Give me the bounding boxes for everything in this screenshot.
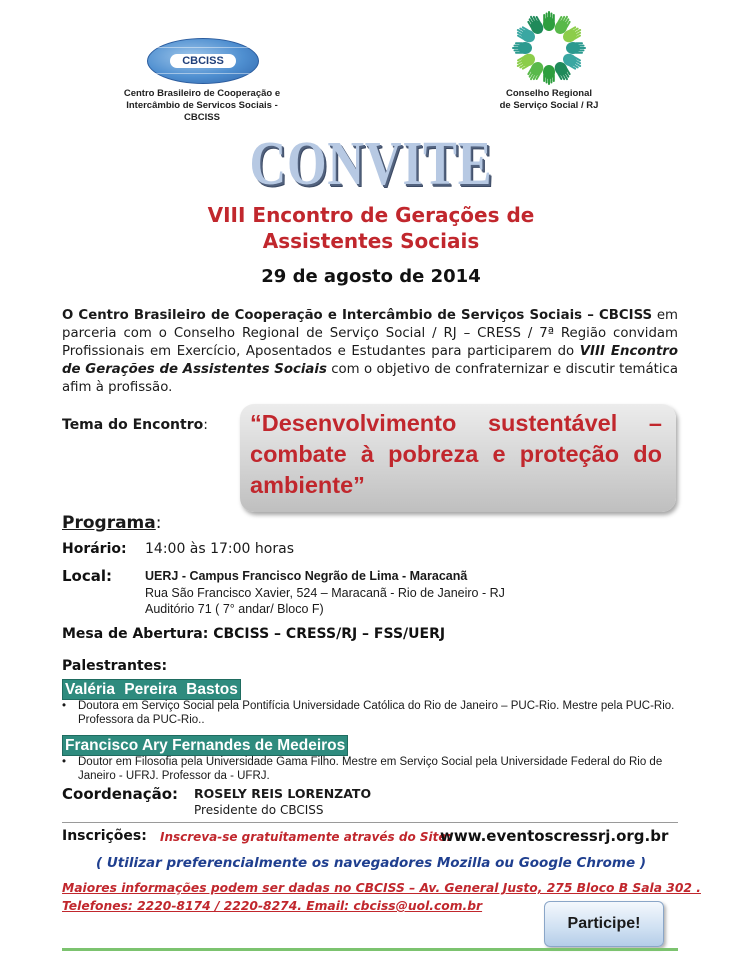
mesa-abertura: Mesa de Abertura: CBCISS – CRESS/RJ – FSS/UERJ — [62, 626, 446, 642]
horario-value: 14:00 às 17:00 horas — [145, 541, 294, 557]
hand-mark — [543, 11, 555, 31]
registration-link[interactable]: www.eventoscressrj.org.br — [440, 827, 669, 845]
divider — [62, 822, 678, 823]
local-address: Rua São Francisco Xavier, 524 – Maracanã - Rio de Janeiro - RJ — [145, 586, 505, 600]
local-venue: UERJ - Campus Francisco Negrão de Lima - Maracanã — [145, 569, 468, 583]
contact-line: Telefones: 2220-8174 / 2220-8274. Email: cbciss@uol.com.br — [62, 899, 483, 913]
hand-mark — [543, 65, 555, 85]
local-label: Local: — [62, 567, 113, 585]
event-title: VIII Encontro de Gerações de Assistentes Sociais — [207, 203, 535, 253]
hand-mark — [512, 42, 532, 54]
programa-heading: Programa: — [62, 513, 162, 533]
cbciss-logo — [112, 38, 292, 123]
palestrantes-label: Palestrantes: — [62, 658, 168, 674]
local-room: Auditório 71 ( 7° andar/ Bloco F) — [145, 602, 324, 616]
inscricoes-text: Inscreva-se gratuitamente através do Site: — [160, 830, 452, 844]
intro-paragraph — [62, 307, 678, 397]
intro-text: em parceria com o Conselho Regional de Serviço Social / RJ – CRESS / 7ª Região convidam Profissionais em Exercício, Aposentados e Estudantes para participarem do — [62, 308, 678, 359]
tema-text: “Desenvolvimento sustentável – combate à pobreza e proteção do ambiente” — [250, 410, 662, 498]
intro-event: VIII Encontro de Gerações de Assistentes Sociais — [62, 344, 678, 377]
cress-logo — [488, 10, 610, 122]
intro-org: O Centro Brasileiro de Cooperação e Intercâmbio de Serviços Sociais – CBCISS — [62, 308, 653, 323]
bullet-icon: • — [62, 700, 67, 712]
hands-circle-icon — [488, 10, 610, 86]
page-title: CONVITE — [249, 130, 493, 198]
coordenacao-role: Presidente do CBCISS — [194, 803, 324, 817]
event-date: 29 de agosto de 2014 — [261, 266, 481, 287]
participe-button[interactable]: Participe! — [544, 901, 664, 947]
intro-text-end: com o objetivo de confraternizar e discutir temática afim à profissão. — [62, 362, 678, 395]
coordenacao-name: ROSELY REIS LORENZATO — [194, 786, 372, 801]
cbciss-caption: Centro Brasileiro de Cooperação e Intercâmbio de Servicos Sociais - CBCISS — [123, 88, 281, 123]
cress-caption: Conselho Regional de Serviço Social / RJ — [499, 88, 599, 111]
speaker-name: Valéria Pereira Bastos — [62, 679, 241, 700]
speaker-name: Francisco Ary Fernandes de Medeiros — [62, 735, 348, 756]
cbciss-globe-text: CBCISS — [170, 54, 236, 68]
speaker-bio: • Doutor em Filosofia pela Universidade Gama Filho. Mestre em Serviço Social pela Universidade Federal do Rio de Janeiro - UFRJ. Professor da - UFRJ. — [62, 756, 663, 782]
speaker-bio: • Doutora em Serviço Social pela Pontifícia Universidade Católica do Rio de Janeiro – PUC-Rio. Mestre pela PUC-Rio. Professora da PUC-Rio.. — [62, 700, 675, 726]
globe-icon — [147, 38, 259, 84]
horario-label: Horário: — [62, 541, 127, 557]
tema-label: Tema do Encontro: — [62, 417, 208, 433]
browsers-note: ( Utilizar preferencialmente os navegadores Mozilla ou Google Chrome ) — [95, 855, 647, 871]
bullet-icon: • — [62, 756, 67, 768]
coordenacao-label: Coordenação: — [62, 785, 179, 803]
inscricoes-label: Inscrições: — [62, 828, 147, 844]
hand-mark — [566, 42, 586, 54]
bottom-divider — [62, 948, 678, 951]
info-line: Maiores informações podem ser dadas no CBCISS – Av. General Justo, 275 Bloco B Sala 302 . — [62, 881, 701, 895]
tema-box — [240, 404, 676, 512]
